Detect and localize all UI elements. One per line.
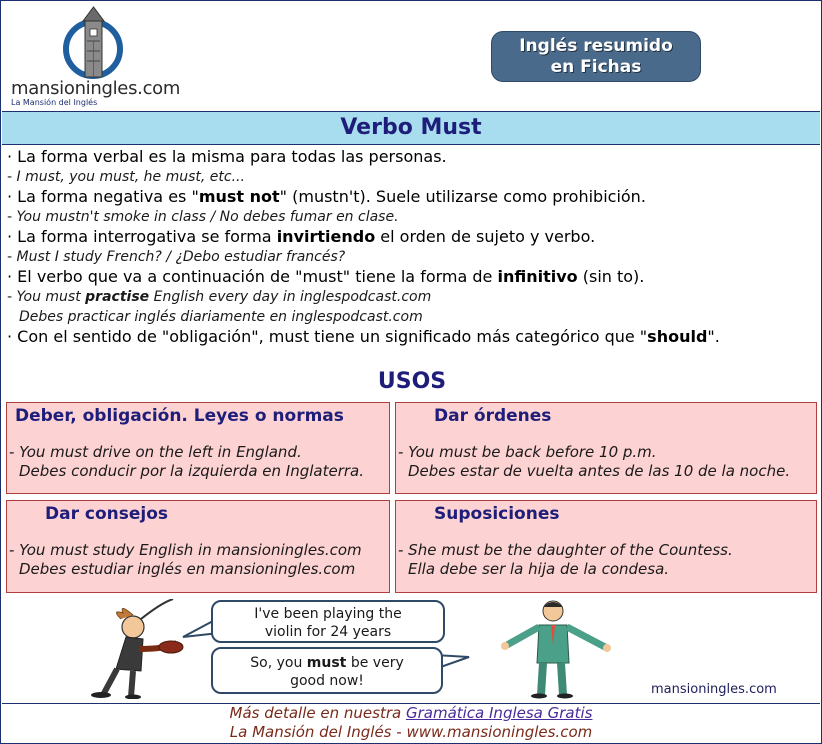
usage-translation: Debes estudiar inglés en mansioningles.com — [19, 560, 356, 578]
violinist-illustration — [81, 599, 201, 699]
usage-example: - You must drive on the left in England. — [9, 443, 302, 461]
usage-translation: Debes conducir por la izquierda en Inglaterra. — [19, 462, 365, 480]
usage-box-advice — [6, 500, 390, 593]
fichas-button[interactable] — [491, 31, 701, 82]
usage-example: - She must be the daughter of the Countess. — [398, 541, 733, 559]
logo-subtitle: La Mansión del Inglés — [11, 98, 98, 107]
footer-line-2: La Mansión del Inglés - www.mansioningles.com — [229, 723, 593, 741]
page-title: Verbo Must — [340, 115, 482, 140]
rule-5: · Con el sentido de "obligación", must tiene un significado más categórico que "should". — [7, 327, 720, 346]
example-1: - I must, you must, he must, etc... — [7, 169, 245, 185]
grammar-link[interactable]: Gramática Inglesa Gratis — [405, 704, 593, 722]
usage-box-suppositions — [395, 500, 817, 593]
usage-translation: Ella debe ser la hija de la condesa. — [408, 560, 670, 578]
example-4-translation: Debes practicar inglés diariamente en inglespodcast.com — [19, 309, 423, 325]
tower-logo-icon — [63, 5, 183, 81]
example-3: - Must I study French? / ¿Debo estudiar francés? — [7, 249, 346, 265]
usage-box-title: Suposiciones — [434, 504, 560, 524]
speech-bubble-violinist: I've been playing the violin for 24 years — [211, 600, 445, 643]
usage-box-orders — [395, 402, 817, 494]
example-2: - You mustn't smoke in class / No debes fumar en clase. — [7, 209, 399, 225]
rules-list — [7, 147, 817, 347]
usage-translation: Debes estar de vuelta antes de las 10 de la noche. — [408, 462, 791, 480]
site-logo[interactable] — [7, 5, 207, 107]
fichas-button-line2: en Fichas — [550, 57, 642, 77]
usage-box-obligation — [6, 402, 390, 494]
rule-2: · La forma negativa es "must not" (mustn't). Suele utilizarse como prohibición. — [7, 187, 646, 206]
usage-box-title: Dar consejos — [45, 504, 169, 524]
fichas-button-line1: Inglés resumido — [519, 36, 673, 56]
usage-example: - You must be back before 10 p.m. — [398, 443, 657, 461]
rule-3: · La forma interrogativa se forma invirtiendo el orden de sujeto y verbo. — [7, 227, 596, 246]
illustration-brand: mansioningles.com — [651, 682, 777, 697]
logo-wordmark: mansioningles.com — [11, 78, 181, 99]
rule-4: · El verbo que va a continuación de "must" tiene la forma de infinitivo (sin to). — [7, 267, 645, 286]
usage-box-title: Deber, obligación. Leyes o normas — [15, 406, 344, 426]
rule-1: · La forma verbal es la misma para todas las personas. — [7, 147, 447, 166]
speech-bubble-man: So, you must be very good now! — [211, 647, 443, 694]
usage-box-title: Dar órdenes — [434, 406, 552, 426]
footer — [2, 703, 820, 744]
example-4: - You must practise English every day in inglespodcast.com — [7, 289, 432, 305]
businessman-illustration — [495, 599, 615, 699]
footer-line-1: Más detalle en nuestra Gramática Inglesa Gratis — [229, 704, 593, 722]
title-bar — [2, 111, 820, 145]
usos-heading: USOS — [377, 369, 447, 394]
usage-example: - You must study English in mansioningles.com — [9, 541, 362, 559]
